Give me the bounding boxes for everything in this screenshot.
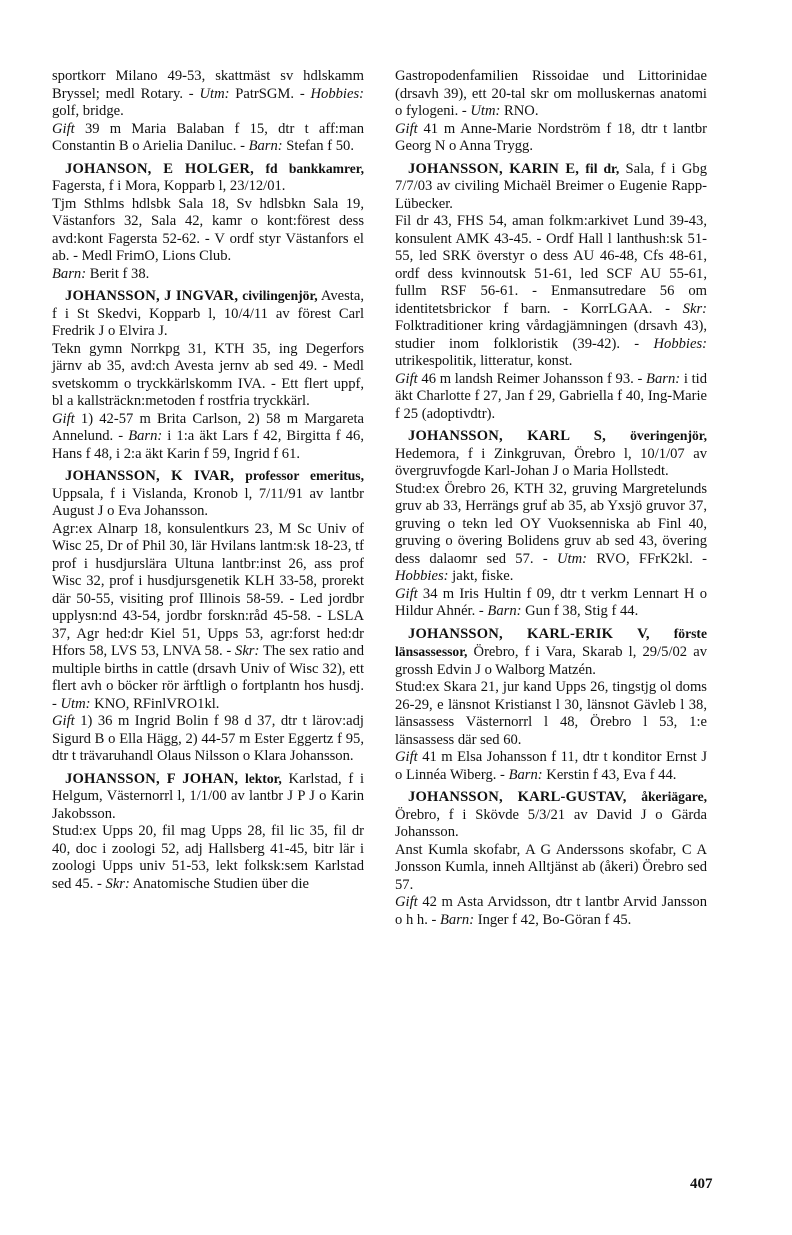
field-label: Hobbies:: [310, 85, 365, 102]
entry-paragraph: [52, 266, 364, 284]
field-label: Gift: [52, 120, 75, 137]
entry-name: JOHANSSON, KARL-ERIK V,: [408, 625, 650, 642]
entry-text: utrikespolitik, litteratur, konst.: [395, 353, 573, 369]
entry-name: JOHANSSON, KARL-GUSTAV,: [408, 789, 627, 805]
entry-paragraph: [52, 68, 364, 121]
entry-title: professor emeritus,: [245, 468, 364, 483]
entry-text: Tjm Sthlms hdlsbk Sala 18, Sv hdlsbkn Sala 19, Västanfors 32, Sala 42, kamr o kont:förest dess avd:kont Fagersta 52-62. - V ordf styr Västanfors el ab. - Medl FrimO, Lions Club.: [52, 195, 364, 264]
entry-text: Sala, f i Gbg 7/7/03 av civiling Michaël Breimer o Eugenie Rapp-Lübecker.: [395, 160, 707, 212]
entry-text: 41 m Elsa Johansson f 11, dtr t konditor Ernst J o Linnéa Wiberg. -: [395, 749, 707, 783]
entry-header-paragraph: [52, 770, 364, 824]
field-label: Hobbies:: [395, 568, 449, 584]
field-label: Gift: [52, 713, 75, 729]
entry-text: Anst Kumla skofabr, A G Anderssons skofabr, C A Jonsson Kumla, inneh Alltjänst ab (åkeri) Örebro sed 57.: [395, 841, 707, 893]
entry-text: Inger f 42, Bo-Göran f 45.: [474, 911, 632, 928]
entry-name: JOHANSON, E HOLGER,: [65, 160, 254, 177]
biography-entry: [52, 160, 364, 284]
entry-header-paragraph: [52, 287, 364, 341]
field-label: Skr:: [682, 300, 707, 317]
biography-entry: [52, 770, 364, 894]
entry-paragraph: [52, 341, 364, 411]
entry-text: The sex ratio and multiple births in cattle (drsavh Univ of Wisc 32), ett flert avh o böcker rör ärftligh o fortplantn hos husdj. -: [52, 643, 364, 712]
entry-paragraph: [395, 481, 707, 586]
field-label: Barn:: [487, 603, 522, 619]
entry-title: civilingenjör,: [242, 288, 318, 303]
entry-text: RVO, FFrK2kl. -: [587, 550, 707, 567]
entry-text: Anatomische Studien über die: [129, 875, 309, 892]
entry-text: PatrSGM. -: [229, 85, 311, 102]
entry-paragraph: [52, 196, 364, 266]
entry-paragraph: [52, 121, 364, 156]
entry-text: Agr:ex Alnarp 18, konsulentkurs 23, M Sc Univ of Wisc 25, Dr of Phil 30, lär Hvilans lantm:sk 18-23, tf prof i husdjurslära Ultuna lantbr:inst 26, ass prof Wisc 32, prof i husdjursgenetik KLH 33-58, prorekt där 50-55, visiting prof Illinois 58-59. - Led jordbr upplysn:nd 43-54, jordbr forskn:råd 45-58. - LSLA 37, Agr hed:dr Kiel 51, Upps 53, agr:forst hed:dr Hfors 58, LVS 53, LNVA 58. -: [52, 520, 364, 659]
entry-text: 39 m Maria Balaban f 15, dtr t aff:man Constantin B o Arielia Daniluc. -: [52, 120, 364, 154]
entry-text: Fil dr 43, FHS 54, aman folkm:arkivet Lund 39-43, konsulent AMK 43-45. - Ordf Hall l lanthush:sk 51-55, led SRK överstyr o dess AU 46-48, Cfs 48-61, ordf dess kvinnoutsk 51-61, led SCF AU 55-61, fullm RSF 56-61. - Enmansutredare 56 om identitetsbrickor f barn. - KorrLGAA. -: [395, 213, 707, 317]
entry-paragraph: [52, 713, 364, 766]
entry-text: Tekn gymn Norrkpg 31, KTH 35, ing Degerfors järnv ab 35, avd:ch Avesta jernv ab sed 49. - Medl svetskomm o tryckkärlskomm IVA. - Ett flert uppf, bl a kallsträckn:metoden f rostfria tryckkärl.: [52, 340, 364, 409]
entry-paragraph: [395, 121, 707, 156]
entry-header-paragraph: [395, 788, 707, 842]
field-label: Gift: [395, 585, 418, 602]
entry-text: Örebro, f i Vara, Skarab l, 29/5/02 av grossh Edvin J o Walborg Matzén.: [395, 644, 707, 678]
field-label: Utm:: [60, 695, 91, 712]
entry-name: JOHANSSON, K IVAR,: [65, 468, 235, 484]
biography-entry: [395, 788, 707, 929]
biography-entry: [52, 467, 364, 766]
entry-paragraph: [52, 823, 364, 893]
entry-header-paragraph: [52, 467, 364, 521]
entry-text: golf, bridge.: [52, 103, 124, 119]
entry-header-paragraph: [395, 625, 707, 680]
entry-paragraph: [395, 68, 707, 121]
field-label: Gift: [395, 120, 418, 137]
entry-header-paragraph: [52, 160, 364, 196]
entry-paragraph: [395, 586, 707, 621]
entry-text: Gun f 38, Stig f 44.: [521, 603, 639, 619]
entry-title: fil dr,: [585, 160, 620, 176]
field-label: Gift: [395, 370, 418, 387]
entry-text: 1) 42-57 m Brita Carlson, 2) 58 m Margareta Annelund. -: [52, 410, 364, 444]
entry-text: Folktraditioner kring vårdagjämningen (drsavh 43), studier inom folkloristik (39-42). -: [395, 318, 707, 352]
entry-text: Stud:ex Örebro 26, KTH 32, gruving Margretelunds gruv ab 33, Herrängs gruf ab 35, ab Yxsjö gruvor 37, gruving o tekn led OY Vuoksenniska ab Finl 40, gruving o övering Bolidens gruv ab sed 43, övering dess dalaomr sed 57. -: [395, 480, 707, 567]
page-number: 407: [690, 1176, 713, 1192]
entry-text: RNO.: [500, 103, 539, 119]
biography-entry: [395, 160, 707, 424]
field-label: Skr:: [235, 643, 260, 659]
field-label: Hobbies:: [653, 335, 707, 352]
entry-text: Stefan f 50.: [282, 138, 354, 154]
entry-name: JOHANSSON, J INGVAR,: [65, 288, 239, 304]
field-label: Barn:: [646, 370, 681, 387]
right-column: [395, 68, 707, 933]
entry-title: åkeriägare,: [641, 789, 707, 804]
entry-text: 34 m Iris Hultin f 09, dtr t verkm Lennart H o Hildur Ahnér. -: [395, 585, 707, 619]
entry-paragraph: [395, 213, 707, 371]
field-label: Barn:: [52, 265, 87, 282]
entry-paragraph: [52, 411, 364, 464]
entry-paragraph: [395, 894, 707, 929]
entry-text: sportkorr Milano 49-53, skattmäst sv hdlskamm Bryssel; medl Rotary. -: [52, 68, 364, 102]
field-label: Utm:: [557, 550, 588, 567]
entry-text: KNO, RFinlVRO1kl.: [90, 695, 220, 712]
entry-text: Uppsala, f i Vislanda, Kronob l, 7/11/91 av lantbr August J o Eva Johansson.: [52, 485, 364, 519]
field-label: Barn:: [128, 428, 163, 444]
entry-continuation: [52, 68, 364, 156]
entry-text: Örebro, f i Skövde 5/3/21 av David J o Gärda Johansson.: [395, 806, 707, 840]
field-label: Skr:: [105, 875, 130, 892]
left-column: [52, 68, 364, 897]
field-label: Barn:: [248, 138, 283, 154]
entry-text: Gastropodenfamilien Rissoidae und Littorinidae (drsavh 39), ett 20-tal skr om molluskernas anatomi o fylogeni. -: [395, 68, 707, 119]
entry-text: 46 m landsh Reimer Johansson f 93. -: [417, 370, 647, 387]
entry-paragraph: [395, 749, 707, 784]
entry-header-paragraph: [395, 160, 707, 214]
entry-paragraph: [52, 521, 364, 714]
entry-text: i tid äkt Charlotte f 27, Jan f 29, Gabriella f 40, Ing-Marie f 25 (adoptivdtr).: [395, 370, 707, 422]
entry-text: i 1:a äkt Lars f 42, Birgitta f 46, Hans f 48, i 2:a äkt Karin f 59, Ingrid f 61.: [52, 428, 364, 462]
field-label: Barn:: [508, 766, 543, 783]
entry-text: jakt, fiske.: [448, 568, 514, 584]
entry-paragraph: [395, 371, 707, 424]
field-label: Barn:: [440, 911, 475, 928]
entry-title: överingenjör,: [630, 428, 707, 443]
entry-title: förste länsassessor,: [395, 625, 707, 659]
entry-title: fd bankkamrer,: [265, 160, 364, 176]
biography-entry: [395, 427, 707, 621]
entry-text: Stud:ex Upps 20, fil mag Upps 28, fil lic 35, fil dr 40, doc i zoologi 52, adj Hallsberg 41-45, bitr lär i zoologi Upps univ 51-53, lekt folksk:sem Karlstad sed 45. -: [52, 823, 364, 892]
entry-text: Hedemora, f i Zinkgruvan, Örebro l, 10/1/07 av övergruvfogde Karl-Johan J o Maria Hollstedt.: [395, 445, 707, 479]
entry-text: Avesta, f i St Skedvi, Kopparb l, 10/4/11 av förest Carl Fredrik J o Elvira J.: [52, 288, 364, 339]
field-label: Gift: [395, 749, 418, 765]
entry-text: Kerstin f 43, Eva f 44.: [542, 766, 677, 783]
field-label: Utm:: [470, 103, 501, 119]
biography-entry: [395, 625, 707, 785]
field-label: Gift: [52, 410, 75, 427]
entry-text: Karlstad, f i Helgum, Västernorrl l, 1/1/00 av lantbr J P J o Karin Jakobsson.: [52, 770, 365, 822]
entry-name: JOHANSSON, KARIN E,: [408, 160, 580, 177]
entry-text: 1) 36 m Ingrid Bolin f 98 d 37, dtr t lärov:adj Sigurd B o Ella Hägg, 2) 44-57 m Ester Eggertz f 95, dtr t trävaruhandl Olaus Nilsson o Klara Johansson.: [52, 713, 364, 764]
biography-entry: [52, 287, 364, 463]
entry-title: lektor,: [244, 770, 282, 786]
entry-header-paragraph: [395, 427, 707, 481]
field-label: Utm:: [199, 85, 230, 102]
entry-paragraph: [395, 679, 707, 749]
entry-paragraph: [395, 842, 707, 895]
entry-name: JOHANSSON, KARL S,: [408, 428, 606, 444]
entry-text: 42 m Asta Arvidsson, dtr t lantbr Arvid Jansson o h h. -: [395, 894, 707, 928]
field-label: Gift: [395, 894, 418, 910]
entry-continuation: [395, 68, 707, 156]
entry-text: Stud:ex Skara 21, jur kand Upps 26, tingstjg ol doms 26-29, e länsnot Kristianst l 30, länsnot Gävleb l 38, länsassess Västernorrl l 48, Örebro l 53, 1:e länsassess där sed 60.: [395, 679, 707, 748]
entry-text: Fagersta, f i Mora, Kopparb l, 23/12/01.: [52, 178, 286, 194]
entry-text: 41 m Anne-Marie Nordström f 18, dtr t lantbr Georg N o Anna Trygg.: [395, 120, 707, 154]
entry-text: Berit f 38.: [86, 265, 150, 282]
entry-name: JOHANSSON, F JOHAN,: [65, 770, 239, 787]
